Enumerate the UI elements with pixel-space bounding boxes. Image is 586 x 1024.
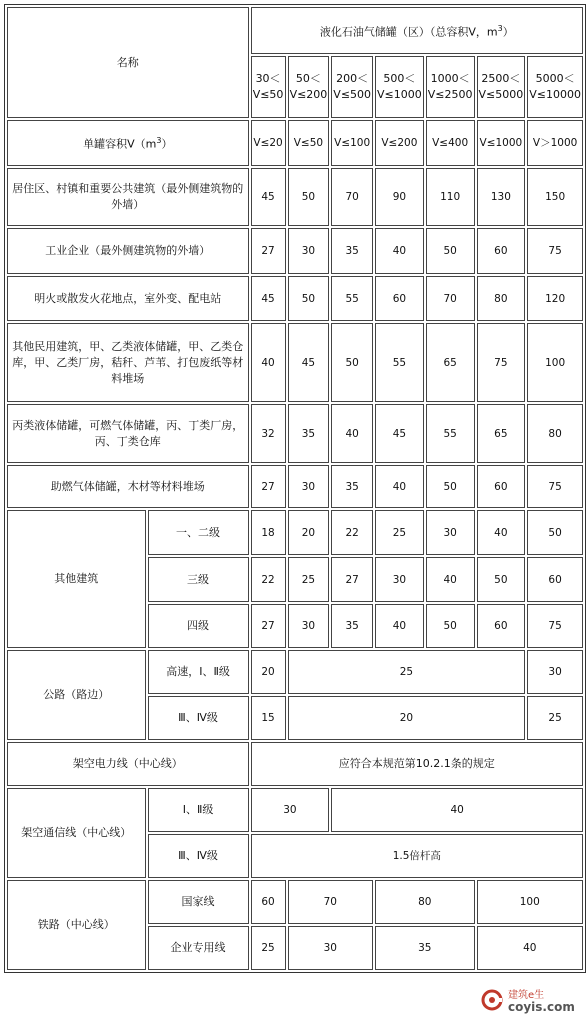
value-cell: 90 bbox=[375, 168, 424, 226]
value-cell: 45 bbox=[251, 276, 286, 321]
value-cell: 22 bbox=[251, 557, 286, 602]
value-cell: 32 bbox=[251, 404, 286, 463]
table-row bbox=[7, 742, 583, 786]
value-cell: 20 bbox=[288, 696, 526, 740]
sub-label: Ⅲ、Ⅳ级 bbox=[148, 834, 249, 878]
table-row bbox=[7, 228, 583, 274]
value-cell: 27 bbox=[251, 465, 286, 508]
value-cell: 20 bbox=[251, 650, 286, 694]
name-header: 名称 bbox=[7, 7, 249, 118]
range-cell: 1000＜V≤2500 bbox=[426, 56, 475, 118]
value-cell: 50 bbox=[331, 323, 373, 402]
row-label: 丙类液体储罐，可燃气体储罐，丙、丁类厂房，丙、丁类仓库 bbox=[7, 404, 249, 463]
value-cell: 40 bbox=[331, 788, 583, 832]
value-cell: 40 bbox=[375, 465, 424, 508]
value-cell: 30 bbox=[527, 650, 583, 694]
table-row bbox=[7, 465, 583, 508]
value-cell: 50 bbox=[426, 228, 475, 274]
value-cell: 25 bbox=[288, 557, 330, 602]
sub-label: 企业专用线 bbox=[148, 926, 249, 970]
table-row bbox=[7, 323, 583, 402]
row-label: 架空电力线（中心线） bbox=[7, 742, 249, 786]
value-cell: 27 bbox=[251, 228, 286, 274]
group-label: 铁路（中心线） bbox=[7, 880, 146, 970]
value-cell: 75 bbox=[527, 228, 583, 274]
sub-label: 一、二级 bbox=[148, 510, 249, 555]
value-cell: 50 bbox=[288, 168, 330, 226]
table-row bbox=[7, 404, 583, 463]
value-cell: 60 bbox=[477, 604, 526, 648]
value-cell: 25 bbox=[375, 510, 424, 555]
value-cell: 40 bbox=[477, 926, 584, 970]
value-cell: 60 bbox=[527, 557, 583, 602]
value-cell: 50 bbox=[527, 510, 583, 555]
group-label: 其他建筑 bbox=[7, 510, 146, 648]
value-cell: 70 bbox=[426, 276, 475, 321]
value-cell: 65 bbox=[477, 404, 526, 463]
watermark bbox=[480, 984, 580, 1018]
value-cell: 55 bbox=[426, 404, 475, 463]
value-cell: 60 bbox=[477, 465, 526, 508]
range-cell: 30＜V≤50 bbox=[251, 56, 286, 118]
value-cell: 30 bbox=[288, 465, 330, 508]
value-cell: 25 bbox=[251, 926, 286, 970]
value-cell: 35 bbox=[288, 404, 330, 463]
value-cell: 应符合本规范第10.2.1条的规定 bbox=[251, 742, 583, 786]
value-cell: 50 bbox=[426, 604, 475, 648]
value-cell: 25 bbox=[288, 650, 526, 694]
single-capacity-cell: V＞1000 bbox=[527, 120, 583, 166]
value-cell: 110 bbox=[426, 168, 475, 226]
watermark-url: coyis.com bbox=[508, 1000, 575, 1014]
value-cell: 100 bbox=[527, 323, 583, 402]
value-cell: 27 bbox=[331, 557, 373, 602]
value-cell: 60 bbox=[477, 228, 526, 274]
value-cell: 75 bbox=[527, 604, 583, 648]
sub-label: 三级 bbox=[148, 557, 249, 602]
value-cell: 40 bbox=[477, 510, 526, 555]
value-cell: 18 bbox=[251, 510, 286, 555]
value-cell: 100 bbox=[477, 880, 584, 924]
single-capacity-cell: V≤400 bbox=[426, 120, 475, 166]
value-cell: 65 bbox=[426, 323, 475, 402]
value-cell: 40 bbox=[331, 404, 373, 463]
value-cell: 35 bbox=[331, 465, 373, 508]
group-header: 液化石油气储罐（区）（总容积V，$m^3$） bbox=[251, 7, 583, 54]
table-row bbox=[7, 788, 583, 832]
value-cell: 20 bbox=[288, 510, 330, 555]
value-cell: 27 bbox=[251, 604, 286, 648]
single-capacity-cell: V≤50 bbox=[288, 120, 330, 166]
single-capacity-cell: V≤200 bbox=[375, 120, 424, 166]
single-capacity-cell: V≤20 bbox=[251, 120, 286, 166]
sub-label: Ⅲ、Ⅳ级 bbox=[148, 696, 249, 740]
fire-separation-table bbox=[4, 4, 586, 973]
value-cell: 1.5倍杆高 bbox=[251, 834, 583, 878]
row-label: 其他民用建筑，甲、乙类液体储罐，甲、乙类仓库，甲、乙类厂房，秸秆、芦苇、打包废纸等材料堆场 bbox=[7, 323, 249, 402]
value-cell: 120 bbox=[527, 276, 583, 321]
value-cell: 40 bbox=[375, 228, 424, 274]
table-row bbox=[7, 510, 583, 555]
value-cell: 25 bbox=[527, 696, 583, 740]
value-cell: 30 bbox=[288, 604, 330, 648]
value-cell: 40 bbox=[375, 604, 424, 648]
value-cell: 60 bbox=[375, 276, 424, 321]
value-cell: 30 bbox=[375, 557, 424, 602]
value-cell: 60 bbox=[251, 880, 286, 924]
value-cell: 35 bbox=[375, 926, 474, 970]
value-cell: 40 bbox=[426, 557, 475, 602]
range-cell: 5000＜V≤10000 bbox=[527, 56, 583, 118]
value-cell: 45 bbox=[375, 404, 424, 463]
table-row bbox=[7, 168, 583, 226]
group-label: 架空通信线（中心线） bbox=[7, 788, 146, 878]
value-cell: 70 bbox=[331, 168, 373, 226]
table-row bbox=[7, 650, 583, 694]
watermark-text: 建筑e生 bbox=[508, 990, 545, 1001]
value-cell: 80 bbox=[477, 276, 526, 321]
range-cell: 50＜V≤200 bbox=[288, 56, 330, 118]
value-cell: 50 bbox=[426, 465, 475, 508]
sub-label: Ⅰ、Ⅱ级 bbox=[148, 788, 249, 832]
value-cell: 75 bbox=[477, 323, 526, 402]
value-cell: 80 bbox=[527, 404, 583, 463]
single-capacity-cell: V≤1000 bbox=[477, 120, 526, 166]
value-cell: 30 bbox=[251, 788, 330, 832]
value-cell: 22 bbox=[331, 510, 373, 555]
row-label: 居住区、村镇和重要公共建筑（最外侧建筑物的外墙） bbox=[7, 168, 249, 226]
value-cell: 80 bbox=[375, 880, 474, 924]
value-cell: 150 bbox=[527, 168, 583, 226]
row-label: 工业企业（最外侧建筑物的外墙） bbox=[7, 228, 249, 274]
value-cell: 70 bbox=[288, 880, 373, 924]
table-row bbox=[7, 276, 583, 321]
sub-label: 高速，Ⅰ、Ⅱ级 bbox=[148, 650, 249, 694]
value-cell: 40 bbox=[251, 323, 286, 402]
table-row bbox=[7, 880, 583, 924]
value-cell: 75 bbox=[527, 465, 583, 508]
sub-label: 四级 bbox=[148, 604, 249, 648]
value-cell: 30 bbox=[288, 228, 330, 274]
value-cell: 55 bbox=[375, 323, 424, 402]
value-cell: 35 bbox=[331, 604, 373, 648]
single-capacity-cell: V≤100 bbox=[331, 120, 373, 166]
group-label: 公路（路边） bbox=[7, 650, 146, 740]
value-cell: 45 bbox=[251, 168, 286, 226]
row-label: 助燃气体储罐，木材等材料堆场 bbox=[7, 465, 249, 508]
value-cell: 55 bbox=[331, 276, 373, 321]
logo-icon bbox=[480, 988, 504, 1012]
single-capacity-label: 单罐容积$V(m^3)$ bbox=[7, 120, 249, 166]
value-cell: 45 bbox=[288, 323, 330, 402]
value-cell: 35 bbox=[331, 228, 373, 274]
range-cell: 2500＜V≤5000 bbox=[477, 56, 526, 118]
value-cell: 15 bbox=[251, 696, 286, 740]
row-label: 明火或散发火花地点，室外变、配电站 bbox=[7, 276, 249, 321]
value-cell: 50 bbox=[288, 276, 330, 321]
range-cell: 500＜V≤1000 bbox=[375, 56, 424, 118]
range-cell: 200＜V≤500 bbox=[331, 56, 373, 118]
value-cell: 130 bbox=[477, 168, 526, 226]
value-cell: 30 bbox=[288, 926, 373, 970]
sub-label: 国家线 bbox=[148, 880, 249, 924]
value-cell: 30 bbox=[426, 510, 475, 555]
value-cell: 50 bbox=[477, 557, 526, 602]
